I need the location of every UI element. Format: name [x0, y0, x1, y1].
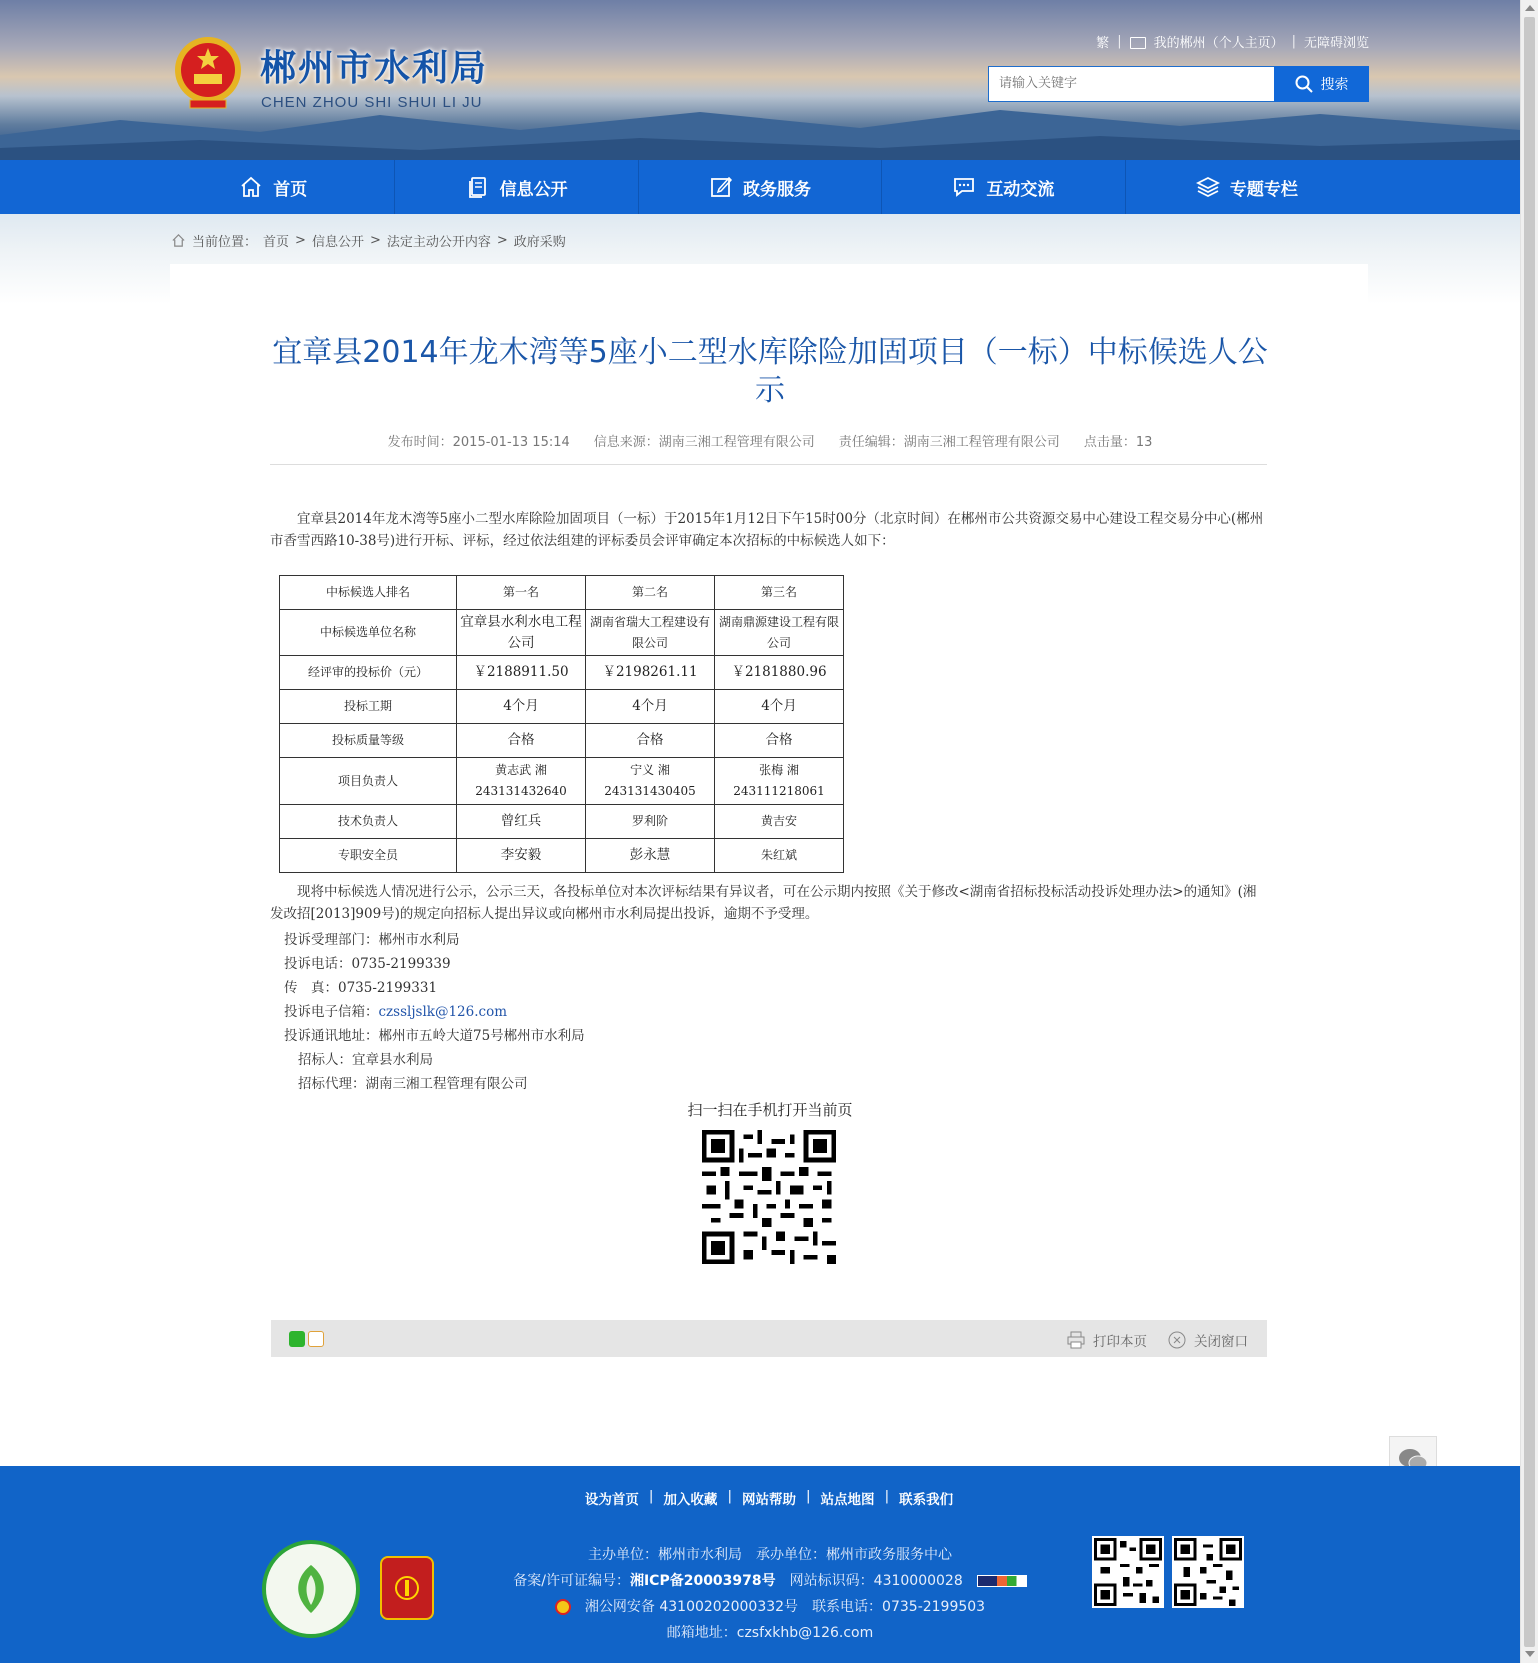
table-row — [280, 656, 844, 690]
breadcrumb-item-statutory-content[interactable]: 法定主动公开内容 — [386, 235, 491, 250]
table-row — [280, 724, 844, 758]
nav-label: 政务服务 — [743, 179, 812, 200]
breadcrumb-item-info-disclosure[interactable]: 信息公开 — [311, 235, 364, 250]
party-emblem-icon — [394, 1575, 420, 1601]
publish-time: 发布时间：2015-01-13 15:14 — [387, 435, 570, 450]
footer-row — [440, 1568, 1100, 1594]
my-chenzhou-link[interactable]: 我的郴州（个人主页） — [1153, 36, 1284, 51]
breadcrumb-separator: > — [369, 233, 381, 248]
complaint-department: 投诉受理部门：郴州市水利局 — [284, 932, 460, 948]
top-links — [1096, 32, 1369, 51]
footer-links — [0, 1488, 1538, 1508]
article-meta — [270, 431, 1270, 450]
separator: | — [648, 1488, 654, 1504]
leaf-icon — [286, 1561, 336, 1617]
complaint-fax: 传 真：0735-2199331 — [284, 980, 438, 996]
nav-item-home[interactable] — [152, 160, 395, 214]
footer-link-favorite[interactable]: 加入收藏 — [663, 1492, 718, 1508]
edit-icon — [709, 175, 733, 199]
table-cell: 合格 — [586, 724, 715, 758]
separator: | — [727, 1488, 732, 1504]
table-cell: 经评审的投标价（元） — [280, 656, 457, 690]
table-cell: 彭永慧 — [586, 839, 715, 873]
print-label: 打印本页 — [1093, 1334, 1147, 1350]
nav-label: 互动交流 — [986, 179, 1055, 200]
footer-link-contact[interactable]: 联系我们 — [899, 1492, 954, 1508]
close-window-button[interactable] — [1168, 1330, 1248, 1350]
nav-label: 信息公开 — [499, 179, 568, 200]
table-cell: 合格 — [457, 724, 586, 758]
table-cell: 宁义 湘243131430405 — [586, 758, 715, 805]
table-cell: 朱红斌 — [715, 839, 844, 873]
footer-link-help[interactable]: 网站帮助 — [742, 1492, 796, 1508]
main-nav — [0, 160, 1520, 214]
monitor-icon — [1130, 37, 1146, 49]
table-cell: ￥2198261.11 — [586, 656, 715, 690]
nav-item-special-topics[interactable] — [1126, 160, 1368, 214]
editor: 责任编辑：湖南三湘工程管理有限公司 — [838, 435, 1060, 450]
scroll-up-arrow-icon[interactable] — [1525, 5, 1535, 11]
table-cell: 第一名 — [457, 576, 586, 610]
icp-row — [513, 1568, 775, 1594]
table-cell: 专职安全员 — [280, 839, 457, 873]
icp-number[interactable]: 湘ICP备20003978号 — [629, 1573, 776, 1589]
table-cell: 投标质量等级 — [280, 724, 457, 758]
table-row — [280, 610, 844, 656]
table-cell: ￥2181880.96 — [715, 656, 844, 690]
footer-row — [440, 1594, 1100, 1620]
share-bar — [271, 1320, 1267, 1357]
breadcrumb-item-procurement[interactable]: 政府采购 — [513, 235, 566, 250]
breadcrumb — [171, 231, 566, 250]
layers-icon — [1196, 175, 1220, 199]
traditional-chinese-link[interactable]: 繁 — [1096, 36, 1110, 51]
article-title: 宜章县2014年龙木湾等5座小二型水库除险加固项目（一标）中标候选人公示 — [272, 335, 1268, 408]
page-qr-code — [702, 1130, 836, 1264]
table-cell: 张梅 湘243111218061 — [715, 758, 844, 805]
table-row — [280, 805, 844, 839]
nav-item-info-disclosure[interactable] — [395, 160, 638, 214]
table-row — [280, 576, 844, 610]
table-cell: 4个月 — [586, 690, 715, 724]
table-cell: 第三名 — [715, 576, 844, 610]
separator: | — [1291, 34, 1296, 49]
weibo-share-icon[interactable] — [308, 1331, 324, 1347]
info-source: 信息来源：湖南三湘工程管理有限公司 — [593, 435, 815, 450]
icp-label: 备案/许可证编号： — [513, 1573, 630, 1589]
table-cell: 曾红兵 — [457, 805, 586, 839]
scrollbar-thumb[interactable] — [1524, 17, 1535, 1647]
nav-item-interaction[interactable] — [882, 160, 1125, 214]
sponsor: 主办单位：郴州市水利局 — [588, 1547, 742, 1563]
table-cell: 湖南鼎源建设工程有限公司 — [715, 610, 844, 656]
printer-icon — [1067, 1331, 1085, 1349]
table-cell: 宜章县水利水电工程公司 — [457, 610, 586, 656]
wechat-share-icon[interactable] — [289, 1331, 305, 1347]
cnzz-badge-icon[interactable] — [977, 1575, 1027, 1587]
complaint-phone: 投诉电话：0735-2199339 — [284, 956, 451, 972]
qr-code-app — [1172, 1536, 1244, 1608]
nav-label: 首页 — [273, 179, 308, 200]
tenderer: 招标人：宜章县水利局 — [298, 1052, 433, 1068]
complaint-address: 投诉通讯地址：郴州市五岭大道75号郴州市水利局 — [284, 1028, 585, 1044]
separator: | — [884, 1488, 890, 1504]
scroll-down-arrow-icon[interactable] — [1525, 1651, 1535, 1657]
table-cell: 4个月 — [457, 690, 586, 724]
print-button[interactable] — [1067, 1330, 1147, 1350]
search-button[interactable] — [1274, 66, 1369, 102]
table-cell: 4个月 — [715, 690, 844, 724]
table-row — [280, 690, 844, 724]
nav-label: 专题专栏 — [1229, 179, 1298, 200]
table-cell: 项目负责人 — [280, 758, 457, 805]
table-cell: 技术负责人 — [280, 805, 457, 839]
footer-info — [440, 1542, 1100, 1646]
search-input[interactable] — [989, 67, 1279, 99]
complaint-email-label: 投诉电子信箱： — [284, 1004, 379, 1020]
document-icon — [466, 175, 490, 199]
table-cell: 合格 — [715, 724, 844, 758]
site-subtitle: CHEN ZHOU SHI SHUI LI JU — [261, 94, 483, 111]
contact-mail: 邮箱地址：czsfxkhb@126.com — [666, 1625, 874, 1641]
intro-paragraph: 宜章县2014年龙木湾等5座小二型水库除险加固项目（一标）于2015年1月12日下午15时00分（北京时间）在郴州市公共资源交易中心建设工程交易分中心(郴州市香雪西路10-38号)进行开标、评标，经过依法组建的评标委员会评审确定本次招标的中标候选人如下： — [270, 511, 1264, 549]
scrollbar[interactable] — [1520, 0, 1538, 1663]
close-label: 关闭窗口 — [1194, 1334, 1248, 1350]
bid-candidates-table — [279, 575, 844, 873]
police-badge-icon — [555, 1599, 571, 1615]
footer-link-sitemap[interactable]: 站点地图 — [820, 1492, 875, 1508]
chat-icon — [952, 175, 976, 199]
table-row — [280, 758, 844, 805]
civilized-unit-logo[interactable] — [262, 1540, 360, 1638]
divider — [270, 464, 1267, 465]
table-cell: 李安毅 — [457, 839, 586, 873]
qr-caption: 扫一扫在手机打开当前页 — [687, 1101, 853, 1119]
breadcrumb-item-home[interactable]: 首页 — [263, 235, 290, 250]
table-cell: 湖南省瑞大工程建设有限公司 — [586, 610, 715, 656]
search-button-label: 搜索 — [1320, 77, 1349, 93]
share-icons — [289, 1331, 324, 1347]
home-icon — [171, 233, 186, 248]
notice-paragraph: 现将中标候选人情况进行公示，公示三天，各投标单位对本次评标结果有异议者，可在公示期内按照《关于修改<湖南省招标投标活动投诉处理办法>的通知》(湘发改招[2013]909号)的规定向招标人提出异议或向郴州市水利局提出投诉，逾期不予受理。 — [270, 884, 1257, 922]
table-cell: 投标工期 — [280, 690, 457, 724]
contact-phone: 联系电话：0735-2199503 — [812, 1599, 986, 1615]
breadcrumb-separator: > — [295, 233, 306, 248]
table-cell: 黄吉安 — [715, 805, 844, 839]
breadcrumb-separator: > — [496, 233, 508, 248]
party-government-logo[interactable] — [380, 1556, 434, 1620]
table-cell: 中标候选人排名 — [280, 576, 457, 610]
site-title: 郴州市水利局 — [260, 48, 489, 89]
footer-row — [440, 1620, 1100, 1646]
table-cell: 黄志武 湘243131432640 — [457, 758, 586, 805]
national-emblem-icon — [172, 34, 244, 112]
search-icon — [1295, 75, 1313, 93]
table-cell: 罗利阶 — [586, 805, 715, 839]
complaint-email-link[interactable]: czssljslk@126.com — [378, 1004, 508, 1020]
accessibility-link[interactable]: 无障碍浏览 — [1303, 36, 1369, 51]
footer-row — [440, 1542, 1100, 1568]
table-cell: 中标候选单位名称 — [280, 610, 457, 656]
separator: | — [806, 1488, 811, 1504]
close-icon — [1168, 1331, 1186, 1349]
organizer: 承办单位：郴州市政务服务中心 — [756, 1547, 952, 1563]
site-code: 网站标识码：4310000028 — [789, 1573, 963, 1589]
separator: | — [1117, 34, 1122, 49]
contact-info — [284, 928, 585, 1096]
complaint-email-row — [284, 1000, 585, 1024]
tender-agent: 招标代理：湖南三湘工程管理有限公司 — [298, 1076, 528, 1092]
click-count: 点击量：13 — [1083, 435, 1153, 450]
home-icon — [239, 175, 263, 199]
qr-code-weixin — [1092, 1536, 1164, 1608]
table-row — [280, 839, 844, 873]
table-cell: ￥2188911.50 — [457, 656, 586, 690]
police-record[interactable]: 湘公网安备 43100202000332号 — [584, 1599, 799, 1615]
footer — [0, 1466, 1520, 1663]
table-cell: 第二名 — [586, 576, 715, 610]
breadcrumb-prefix: 当前位置： — [192, 235, 258, 250]
footer-link-set-home[interactable]: 设为首页 — [584, 1492, 639, 1508]
nav-item-gov-services[interactable] — [639, 160, 882, 214]
